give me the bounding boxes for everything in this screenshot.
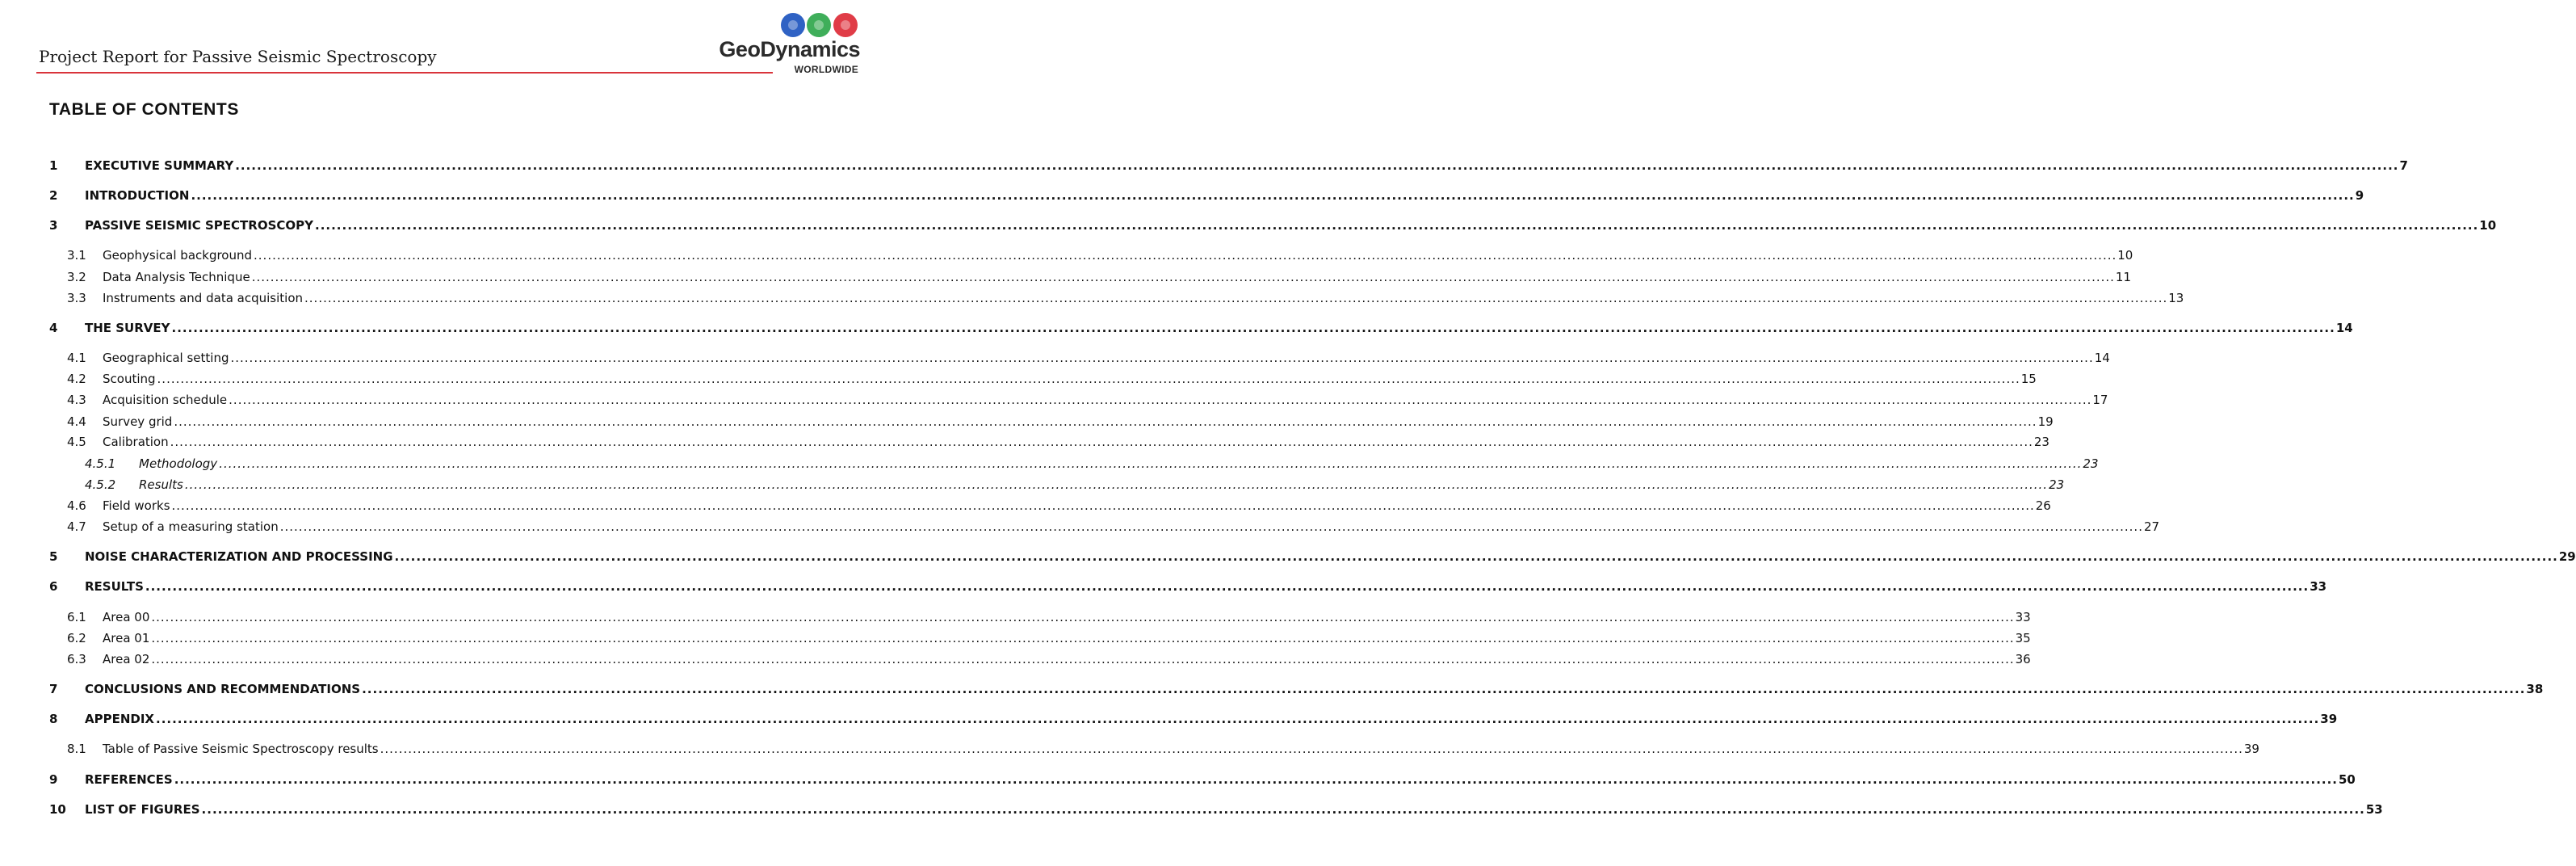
toc-entry-page: 53 [2365,802,2383,817]
toc-dot-leader: ................................................................................................................................................................................................................................................................................................................................................................................................................ [156,712,2320,726]
toc-entry-label: THE SURVEY [85,321,170,335]
toc-dot-leader: ................................................................................................................................................................................................................................................................................................................................................................................................................ [362,682,2526,696]
toc-entry-number: 3.1 [67,248,86,263]
toc-entry[interactable] [0,370,2037,388]
toc-dot-leader: ................................................................................................................................................................................................................................................................................................................................................................................................................ [254,248,2117,263]
toc-entry[interactable] [0,413,2054,431]
toc-entry-line [103,246,2133,264]
toc-entry[interactable] [0,650,2031,668]
toc-entry[interactable] [0,216,2497,234]
toc-entry-label: Area 02 [103,652,150,666]
toc-entry-number: 6.3 [67,652,86,666]
toc-dot-leader: ................................................................................................................................................................................................................................................................................................................................................................................................................ [201,802,2365,817]
toc-entry-line [85,157,2408,174]
toc-entry[interactable] [0,608,2031,626]
toc-entry-label: Results [139,477,183,492]
toc-entry-line [103,268,2132,286]
toc-entry-number: 9 [49,772,58,787]
toc-dot-leader: ................................................................................................................................................................................................................................................................................................................................................................................................................ [235,158,2399,173]
toc-entry-label: PASSIVE SEISMIC SPECTROSCOPY [85,218,313,233]
toc-entry-line [85,680,2544,698]
toc-entry-page: 26 [2035,498,2051,513]
toc-entry[interactable] [0,578,2327,595]
toc-entry-number: 3.2 [67,270,86,284]
toc-entry-page: 23 [2049,477,2065,492]
toc-entry[interactable] [0,349,2110,367]
toc-dot-leader: ................................................................................................................................................................................................................................................................................................................................................................................................................ [394,549,2558,564]
toc-entry[interactable] [0,187,2364,204]
toc-entry[interactable] [0,157,2408,174]
toc-entry-line [103,608,2031,626]
toc-dot-leader: ................................................................................................................................................................................................................................................................................................................................................................................................................ [174,772,2338,787]
toc-entry-label: Survey grid [103,414,173,429]
toc-entry-number: 4.6 [67,498,86,513]
toc-entry-page: 23 [2083,456,2099,471]
toc-dot-leader: ................................................................................................................................................................................................................................................................................................................................................................................................................ [304,291,2168,305]
toc-entry-label: Geographical setting [103,351,229,365]
toc-entry-line [103,370,2037,388]
toc-entry-line [103,740,2259,758]
toc-entry-label: Methodology [139,456,218,471]
toc-entry-page: 7 [2399,158,2408,173]
toc-entry-label: NOISE CHARACTERIZATION AND PROCESSING [85,549,393,564]
toc-entry-number: 3 [49,218,58,233]
logo-name: GeoDynamics [719,37,860,61]
toc-entry-label: EXECUTIVE SUMMARY [85,158,234,173]
toc-entry-number: 6.2 [67,631,86,645]
toc-entry[interactable] [0,433,2049,451]
toc-entry-label: Data Analysis Technique [103,270,250,284]
toc-entry-number: 4.5.2 [85,477,116,492]
toc-entry-page: 29 [2558,549,2576,564]
logo-subtitle: WORLDWIDE [794,64,858,75]
toc-entry-page: 17 [2092,393,2108,407]
toc-dot-leader: ................................................................................................................................................................................................................................................................................................................................................................................................................ [251,270,2115,284]
toc-entry[interactable] [0,289,2184,307]
toc-entry-number: 6 [49,579,58,594]
toc-entry-label: Calibration [103,435,169,449]
toc-entry-number: 4 [49,321,58,335]
toc-entry-page: 13 [2168,291,2184,305]
toc-entry-line [103,349,2110,367]
toc-entry-page: 36 [2015,652,2031,666]
toc-entry-number: 7 [49,682,58,696]
toc-dot-leader: ................................................................................................................................................................................................................................................................................................................................................................................................................ [171,321,2335,335]
toc-entry-label: Area 00 [103,610,150,624]
toc-entry-line [85,187,2364,204]
toc-entry-label: Scouting [103,372,156,386]
toc-entry-label: Instruments and data acquisition [103,291,304,305]
toc-entry-number: 10 [49,802,66,817]
toc-entry-number: 4.4 [67,414,86,429]
toc-dot-leader: ................................................................................................................................................................................................................................................................................................................................................................................................................ [191,188,2355,203]
toc-entry-label: CONCLUSIONS AND RECOMMENDATIONS [85,682,361,696]
toc-entry[interactable] [0,771,2356,788]
toc-entry-page: 38 [2526,682,2544,696]
toc-entry-page: 19 [2037,414,2054,429]
toc-entry-page: 35 [2015,631,2031,645]
toc-entry-page: 11 [2115,270,2132,284]
toc-entry-page: 23 [2033,435,2049,449]
toc-entry-page: 14 [2335,321,2353,335]
toc-entry-line [85,578,2327,595]
toc-dot-leader: ................................................................................................................................................................................................................................................................................................................................................................................................................ [230,351,2094,365]
toc-dot-leader: ................................................................................................................................................................................................................................................................................................................................................................................................................ [145,579,2310,594]
toc-dot-leader: ................................................................................................................................................................................................................................................................................................................................................................................................................ [171,498,2035,513]
toc-entry-label: INTRODUCTION [85,188,190,203]
toc-entry-number: 4.5 [67,435,86,449]
toc-dot-leader: ................................................................................................................................................................................................................................................................................................................................................................................................................ [170,435,2033,449]
toc-entry-label: REFERENCES [85,772,173,787]
toc-entry-page: 27 [2143,519,2160,534]
toc-entry-label: Acquisition schedule [103,393,228,407]
toc-entry-page: 50 [2339,772,2356,787]
toc-entry-number: 5 [49,549,58,564]
toc-entry-line [85,216,2497,234]
toc-entry-page: 33 [2310,579,2327,594]
toc-entry-line [85,319,2353,337]
toc-dot-leader: ................................................................................................................................................................................................................................................................................................................................................................................................................ [219,456,2083,471]
toc-entry[interactable] [0,391,2108,409]
toc-heading: TABLE OF CONTENTS [49,100,239,119]
toc-dot-leader: ................................................................................................................................................................................................................................................................................................................................................................................................................ [380,742,2243,756]
toc-entry-line [103,289,2184,307]
document-title: Project Report for Passive Seismic Spectroscopy [39,47,437,66]
toc-entry[interactable] [0,476,2065,494]
toc-entry-page: 10 [2117,248,2133,263]
toc-entry-line [103,391,2108,409]
toc-entry-number: 4.1 [67,351,86,365]
toc-entry-line [103,629,2031,647]
toc-entry-number: 4.5.1 [85,456,116,471]
toc-entry[interactable] [0,801,2383,818]
toc-entry-line [103,433,2049,451]
toc-entry-label: RESULTS [85,579,144,594]
toc-entry[interactable] [0,497,2051,515]
toc-dot-leader: ................................................................................................................................................................................................................................................................................................................................................................................................................ [151,652,2015,666]
toc-entry-label: Geophysical background [103,248,253,263]
toc-entry[interactable] [0,680,2544,698]
toc-entry-number: 2 [49,188,58,203]
toc-entry[interactable] [0,455,2099,473]
toc-entry[interactable] [0,740,2259,758]
toc-entry-line [85,801,2383,818]
toc-entry-number: 4.3 [67,393,86,407]
toc-entry[interactable] [0,629,2031,647]
toc-dot-leader: ................................................................................................................................................................................................................................................................................................................................................................................................................ [279,519,2143,534]
toc-entry-label: Field works [103,498,170,513]
toc-entry-number: 8 [49,712,58,726]
toc-entry[interactable] [0,518,2160,536]
toc-entry-label: Setup of a measuring station [103,519,279,534]
toc-entry-page: 39 [2243,742,2259,756]
toc-dot-leader: ................................................................................................................................................................................................................................................................................................................................................................................................................ [151,631,2015,645]
toc-entry-line [85,548,2576,565]
toc-entry-line [103,413,2054,431]
toc-dot-leader: ................................................................................................................................................................................................................................................................................................................................................................................................................ [315,218,2479,233]
toc-entry-line [85,710,2338,728]
toc-entry-label: Table of Passive Seismic Spectroscopy results [103,742,379,756]
toc-entry-line [103,518,2160,536]
toc-dot-leader: ................................................................................................................................................................................................................................................................................................................................................................................................................ [229,393,2092,407]
toc-dot-leader: ................................................................................................................................................................................................................................................................................................................................................................................................................ [184,477,2049,492]
toc-entry-label: Area 01 [103,631,150,645]
toc-entry-page: 9 [2355,188,2364,203]
toc-entry-number: 4.7 [67,519,86,534]
toc-entry-page: 14 [2094,351,2110,365]
toc-entry-number: 1 [49,158,58,173]
toc-entry-label: LIST OF FIGURES [85,802,200,817]
toc-entry-page: 39 [2320,712,2338,726]
toc-entry-label: APPENDIX [85,712,154,726]
toc-entry-page: 10 [2479,218,2497,233]
toc-entry-line [103,497,2051,515]
toc-entry[interactable] [0,548,2576,565]
toc-entry-number: 6.1 [67,610,86,624]
toc-dot-leader: ................................................................................................................................................................................................................................................................................................................................................................................................................ [174,414,2037,429]
toc-entry-number: 3.3 [67,291,86,305]
toc-entry[interactable] [0,319,2353,337]
toc-entry-line [85,771,2356,788]
toc-entry-number: 4.2 [67,372,86,386]
toc-entry-number: 8.1 [67,742,86,756]
toc-entry[interactable] [0,268,2132,286]
toc-entry-page: 33 [2015,610,2031,624]
toc-dot-leader: ................................................................................................................................................................................................................................................................................................................................................................................................................ [151,610,2015,624]
toc-entry[interactable] [0,246,2133,264]
toc-entry[interactable] [0,710,2338,728]
toc-entry-line [139,455,2099,473]
toc-entry-line [103,650,2031,668]
toc-entry-page: 15 [2020,372,2037,386]
toc-dot-leader: ................................................................................................................................................................................................................................................................................................................................................................................................................ [157,372,2020,386]
toc-entry-line [139,476,2065,494]
